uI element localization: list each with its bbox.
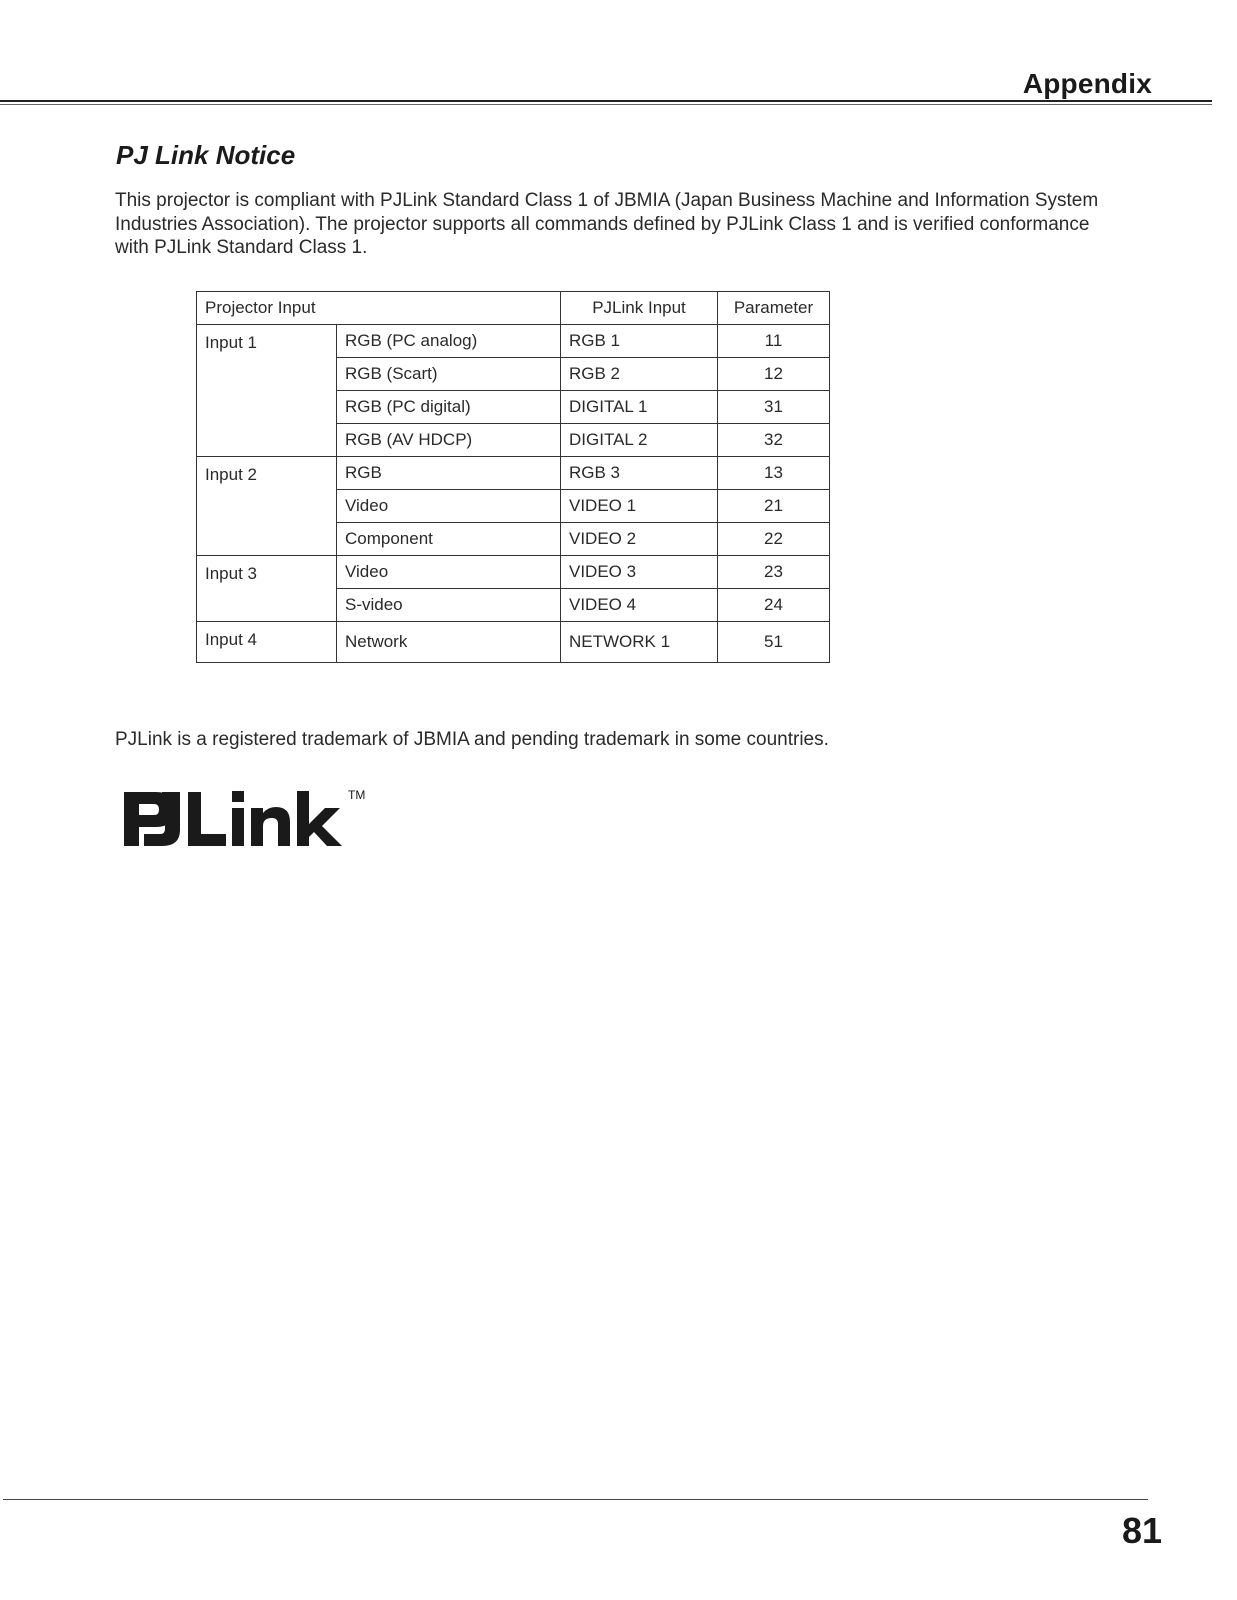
pjlink-cell: RGB 2 [561,358,718,391]
pjlink-cell: DIGITAL 2 [561,424,718,457]
source-cell: RGB (Scart) [337,358,561,391]
header-rule [0,100,1212,102]
table-row [197,556,830,589]
pjlink-cell: NETWORK 1 [561,622,718,663]
section-heading: PJ Link Notice [116,140,296,170]
trademark-notice: PJLink is a registered trademark of JBMIA and pending trademark in some countries. [115,729,829,750]
parameter-cell: 12 [718,358,830,391]
source-cell: RGB (PC digital) [337,391,561,424]
parameter-cell: 23 [718,556,830,589]
table-header-row [197,292,830,325]
parameter-cell: 13 [718,457,830,490]
source-cell: Component [337,523,561,556]
header-parameter: Parameter [718,292,830,325]
pjlink-cell: VIDEO 1 [561,490,718,523]
parameter-cell: 21 [718,490,830,523]
parameter-cell: 51 [718,622,830,663]
page-section-title: Appendix [1022,68,1152,99]
footer-rule [3,1499,1148,1500]
input-group-label: Input 3 [197,556,337,622]
parameter-cell: 31 [718,391,830,424]
pjlink-cell: VIDEO 2 [561,523,718,556]
pjlink-cell: VIDEO 3 [561,556,718,589]
parameter-cell: 24 [718,589,830,622]
pjlink-cell: RGB 1 [561,325,718,358]
pjlink-cell: RGB 3 [561,457,718,490]
parameter-cell: 11 [718,325,830,358]
source-cell: RGB (PC analog) [337,325,561,358]
table-row [197,622,830,663]
parameter-cell: 32 [718,424,830,457]
pjlink-logo [122,786,372,857]
source-cell: Network [337,622,561,663]
pjlink-input-table [196,291,830,663]
input-group-label: Input 4 [197,622,337,663]
input-group-label: Input 1 [197,325,337,457]
source-cell: Video [337,490,561,523]
source-cell: S-video [337,589,561,622]
header-rule-thin [0,104,1212,105]
source-cell: RGB (AV HDCP) [337,424,561,457]
source-cell: Video [337,556,561,589]
table-row [197,457,830,490]
pjlink-cell: DIGITAL 1 [561,391,718,424]
source-cell: RGB [337,457,561,490]
trademark-symbol: TM [348,788,366,802]
intro-paragraph: This projector is compliant with PJLink Standard Class 1 of JBMIA (Japan Business Machine and Information System Industries Association). The projector supports all commands defined by PJLink Class 1 and is verified conformance with PJLink Standard Class 1. [115,190,1099,258]
header-pjlink-input: PJLink Input [561,292,718,325]
input-group-label: Input 2 [197,457,337,556]
table-row [197,325,830,358]
pjlink-cell: VIDEO 4 [561,589,718,622]
page-number: 81 [1121,1510,1162,1551]
header-projector-input: Projector Input [197,292,561,325]
parameter-cell: 22 [718,523,830,556]
